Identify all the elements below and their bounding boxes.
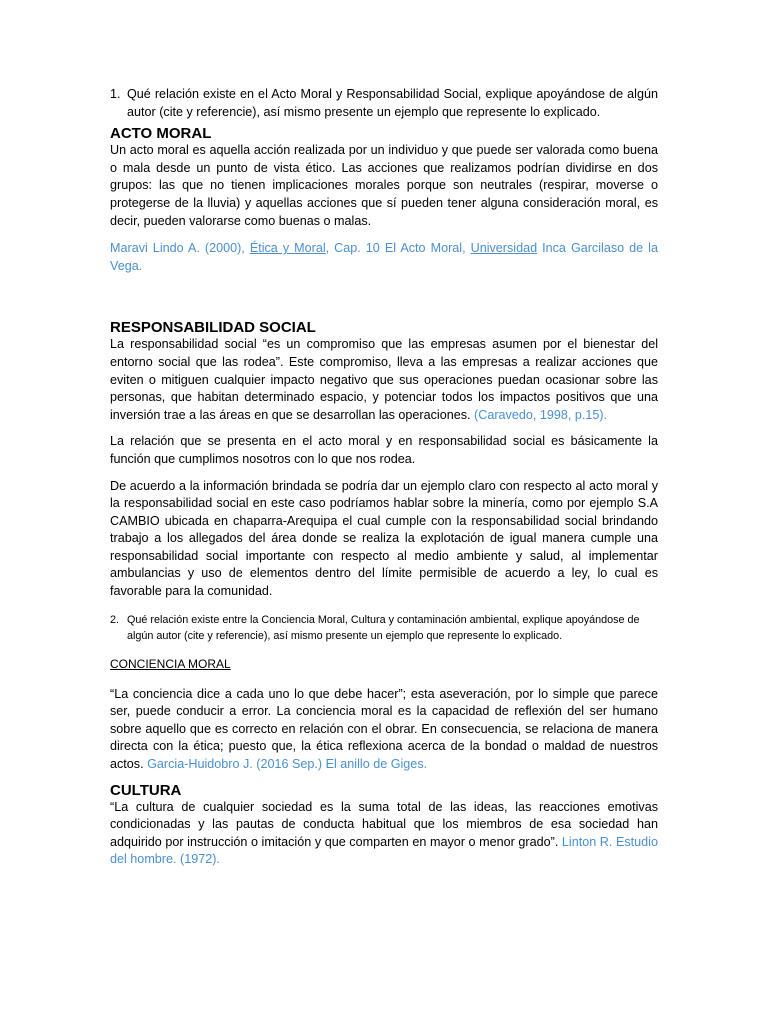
linton-citation: Linton R. Estudio del hombre. (1972).	[110, 834, 658, 867]
responsabilidad-paragraph-1-text: La responsabilidad social “es un compromiso que las empresas asumen por el bienestar del entorno social que las rodea”. Este compromiso, lleva a las empresas a realizar acciones que eviten o mitiguen cualquier impacto negativo que sus operaciones puedan ocasionar sobre las personas, que habitan determinado espacio, y potenciar todos los impactos positivos que una inversión trae a las áreas en que se desarrollan las operaciones.	[110, 337, 658, 422]
responsabilidad-paragraph-3: De acuerdo a la información brindada se podría dar un ejemplo claro con respecto al acto moral y la responsabilidad social en este caso podríamos hablar sobre la minería, como por ejemplo S.A CAMBIO ubicada en chaparra-Arequipa el cual cumple con la responsabilidad social brindando trabajo a los allegados del área donde se realiza la explotación de igual manera cumple una responsabilidad social importante con respecto al medio ambiente y salud, al implementar ambulancias y uso de elementos dentro del límite permisible de acuerdo a ley, lo cual es favorable para la comunidad.	[110, 478, 658, 599]
garcia-huidobro-citation: Garcia-Huidobro J. (2016 Sep.) El anillo de Giges.	[147, 757, 428, 772]
conciencia-moral-text: “La conciencia dice a cada uno lo que debe hacer”; esta aseveración, por lo simple que parece ser, puede conducir a error. La conciencia moral es la capacidad de reflexión del ser humano sobre aquello que es correcto en relación con el obrar. En consecuencia, se relaciona de manera directa con la ética; puesto que, la ética reflexiona acerca de la bondad o maldad de nuestros actos.	[110, 686, 658, 772]
acto-moral-heading: ACTO MORAL	[110, 125, 212, 143]
responsabilidad-paragraph-2: La relación que se presenta en el acto moral y en responsabilidad social es básicamente la función que cumplimos nosotros con lo que nos rodea.	[110, 434, 658, 466]
conciencia-moral-paragraph	[110, 686, 658, 774]
question-1	[110, 86, 658, 121]
reference-chapter: , Cap. 10 El Acto Moral,	[325, 241, 471, 256]
reference-author: Maravi Lindo A. (2000),	[110, 241, 250, 256]
question-1-number: 1.	[110, 87, 121, 101]
reference-link-etica-y-moral[interactable]: Ética y Moral	[249, 241, 326, 256]
responsabilidad-social-heading: RESPONSABILIDAD SOCIAL	[110, 319, 316, 337]
cultura-heading: CULTURA	[110, 781, 182, 799]
reference-link-universidad[interactable]: Universidad	[470, 241, 538, 256]
cultura-text: “La cultura de cualquier sociedad es la suma total de las ideas, las reacciones emotivas condicionadas y las pautas de conducta habitual que los miembros de esa sociedad han adquirido por instrucción o imitación y que comparten en mayor o menor grado”.	[110, 799, 658, 849]
acto-moral-reference	[110, 240, 658, 275]
document-body	[110, 86, 658, 869]
reference-institution: Inca Garcilaso de la Vega.	[110, 241, 658, 273]
acto-moral-paragraph: Un acto moral es aquella acción realizada por un individuo y que puede ser valorada como buena o mala desde un punto de vista ético. Las acciones que realizamos podrían dividirse en dos grupos: las que no tienen implicaciones morales porque son neutrales (respirar, moverse o protegerse de la lluvia) y aquellas acciones que sí pueden tener alguna consideración moral, es decir, pueden valorarse como buenas o malas.	[110, 143, 658, 228]
cultura-paragraph	[110, 799, 658, 869]
responsabilidad-paragraph-1	[110, 336, 658, 424]
question-2-text: Qué relación existe entre la Conciencia Moral, Cultura y contaminación ambiental, explique apoyándose de algún autor (cite y referencie), así mismo presente un ejemplo que represente lo explicado.	[127, 613, 640, 642]
question-1-text: Qué relación existe en el Acto Moral y Responsabilidad Social, explique apoyándose de algún autor (cite y referencie), así mismo presente un ejemplo que represente lo explicado.	[127, 87, 658, 119]
question-2	[110, 612, 658, 644]
question-2-number: 2.	[110, 613, 120, 626]
conciencia-moral-heading: CONCIENCIA MORAL	[110, 657, 231, 672]
caravedo-citation: (Caravedo, 1998, p.15).	[474, 407, 608, 422]
